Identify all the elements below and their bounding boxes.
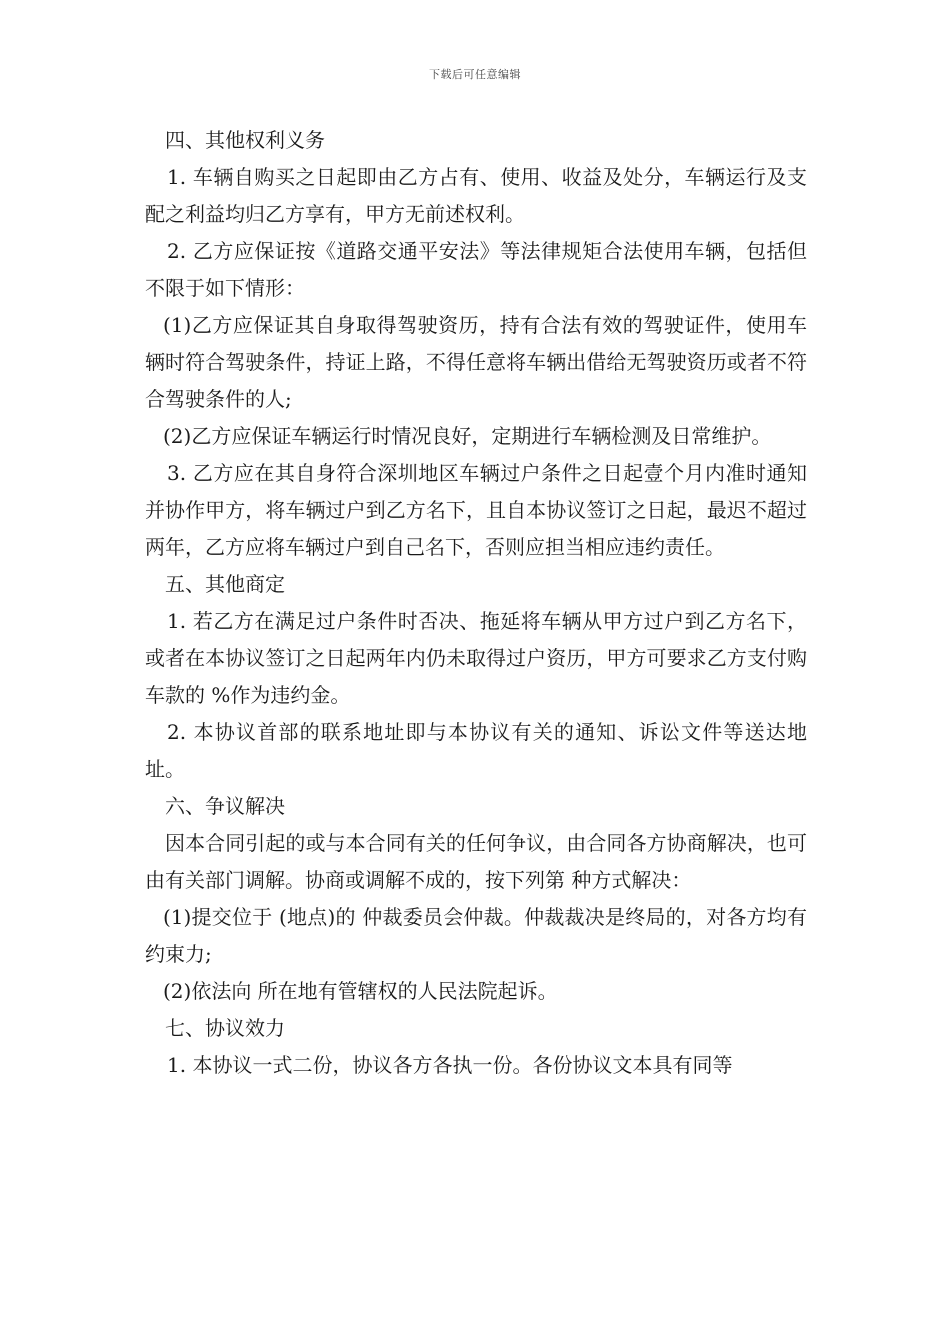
clause-6-1: (1)提交位于 (地点)的 仲裁委员会仲裁。仲裁裁决是终局的，对各方均有约束力;: [145, 905, 807, 966]
clause-7-1: 1. 本协议一式二份，协议各方各执一份。各份协议文本具有同等: [167, 1053, 733, 1077]
clause-4-1: 1. 车辆自购买之日起即由乙方占有、使用、收益及处分，车辆运行及支配之利益均归乙方享有，甲方无前述权利。: [145, 165, 807, 226]
clause-5-1: 1. 若乙方在满足过户条件时否决、拖延将车辆从甲方过户到乙方名下，或者在本协议签订之日起两年内仍未取得过户资历，甲方可要求乙方支付购车款的 %作为违约金。: [145, 609, 807, 707]
page-header-note: 下载后可任意编辑: [429, 68, 521, 81]
clause-6-intro: 因本合同引起的或与本合同有关的任何争议，由合同各方协商解决，也可由有关部门调解。协商或调解不成的，按下列第 种方式解决：: [145, 831, 807, 892]
clause-4-2-2: (2)乙方应保证车辆运行时情况良好，定期进行车辆检测及日常维护。: [163, 424, 772, 448]
clause-5-2: 2. 本协议首部的联系地址即与本协议有关的通知、诉讼文件等送达地址。: [145, 720, 807, 781]
clause-4-2: 2. 乙方应保证按《道路交通平安法》等法律规矩合法使用车辆，包括但不限于如下情形：: [145, 239, 807, 300]
section-heading-other: 五、其他商定: [165, 572, 285, 596]
clause-6-2: (2)依法向 所在地有管辖权的人民法院起诉。: [163, 979, 558, 1003]
clause-4-2-1: (1)乙方应保证其自身取得驾驶资历，持有合法有效的驾驶证件，使用车辆时符合驾驶条件，持证上路，不得任意将车辆出借给无驾驶资历或者不符合驾驶条件的人;: [145, 313, 807, 411]
section-heading-dispute: 六、争议解决: [165, 794, 285, 818]
section-heading-effect: 七、协议效力: [165, 1016, 285, 1040]
clause-4-3: 3. 乙方应在其自身符合深圳地区车辆过户条件之日起壹个月内准时通知并协作甲方，将车辆过户到乙方名下，且自本协议签订之日起，最迟不超过两年，乙方应将车辆过户到自己名下，否则应担当相应违约责任。: [145, 461, 807, 559]
section-heading-rights: 四、其他权利义务: [165, 128, 325, 152]
document-body: [145, 122, 807, 1084]
